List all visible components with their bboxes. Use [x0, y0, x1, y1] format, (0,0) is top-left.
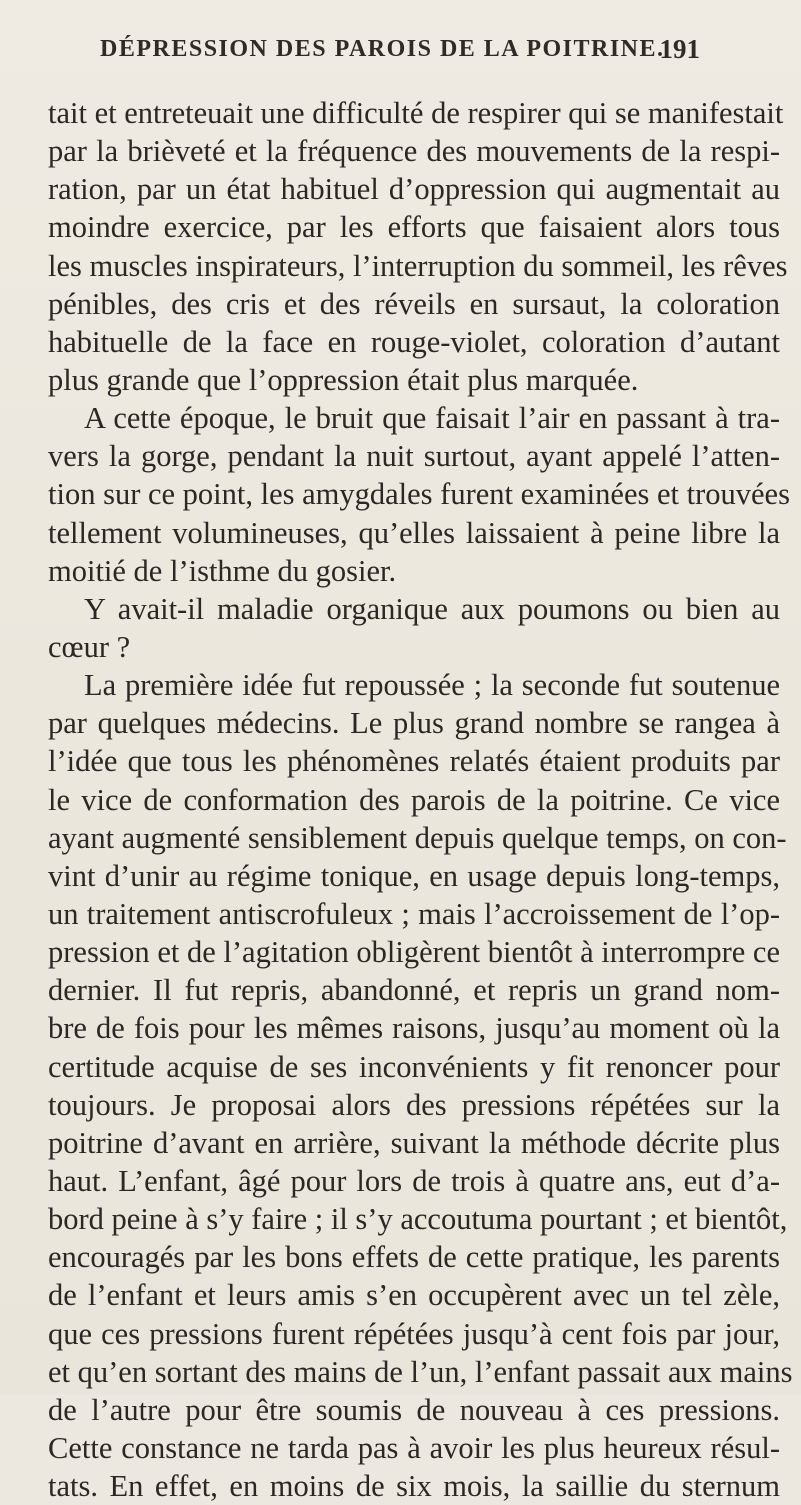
text-line: le vice de conformation des parois de la poitrine. Ce vice: [48, 782, 780, 817]
text-line: plus grande que l’oppression était plus marquée.: [48, 362, 639, 397]
text-line: pression et de l’agitation obligèrent bientôt à interrompre ce: [48, 935, 780, 970]
text-line: habituelle de la face en rouge-violet, coloration d’autant: [48, 324, 780, 359]
text-line: vint d’unir au régime tonique, en usage depuis long-temps,: [48, 858, 780, 893]
text-line: certitude acquise de ses inconvénients y fit renoncer pour: [48, 1049, 780, 1084]
text-line: poitrine d’avant en arrière, suivant la méthode décrite plus: [48, 1125, 780, 1160]
text-line: par la brièveté et la fréquence des mouvements de la respi-: [48, 134, 780, 169]
page-header: [100, 36, 700, 76]
text-line: par quelques médecins. Le plus grand nombre se rangea à: [48, 706, 780, 741]
text-line: de l’enfant et leurs amis s’en occupèrent avec un tel zèle,: [48, 1278, 780, 1313]
text-line: A cette époque, le bruit que faisait l’air en passant à tra-: [84, 401, 780, 436]
text-line: haut. L’enfant, âgé pour lors de trois à quatre ans, eut d’a-: [48, 1163, 780, 1198]
text-line: tait et entreteuait une difficulté de respirer qui se manifestait: [48, 96, 784, 130]
text-line: pénibles, des cris et des réveils en sursaut, la coloration: [48, 286, 780, 321]
text-line: ration, par un état habituel d’oppression qui augmentait au: [48, 172, 780, 207]
text-line: vers la gorge, pendant la nuit surtout, ayant appelé l’atten-: [48, 439, 780, 474]
text-line: un traitement antiscrofuleux ; mais l’accroissement de l’op-: [48, 896, 780, 931]
text-line: ayant augmenté sensiblement depuis quelque temps, on con-: [48, 820, 787, 855]
running-title: DÉPRESSION DES PAROIS DE LA POITRINE.: [100, 36, 665, 62]
text-line: tellement volumineuses, qu’elles laissaient à peine libre la: [48, 515, 780, 550]
text-line: cœur ?: [48, 629, 131, 664]
text-line: Cette constance ne tarda pas à avoir les plus heureux résul-: [48, 1430, 780, 1465]
text-line: encouragés par les bons effets de cette pratique, les parents: [48, 1240, 780, 1275]
text-line: Y avait-il maladie organique aux poumons ou bien au: [84, 591, 780, 626]
text-line: dernier. Il fut repris, abandonné, et repris un grand nom-: [48, 973, 780, 1008]
text-line: l’idée que tous les phénomènes relatés étaient produits par: [48, 744, 780, 779]
text-line: toujours. Je proposai alors des pressions répétées sur la: [48, 1087, 780, 1122]
text-line: moitié de l’isthme du gosier.: [48, 553, 397, 588]
text-line: bre de fois pour les mêmes raisons, jusqu’au moment où la: [48, 1011, 780, 1046]
text-line: de l’autre pour être soumis de nouveau à ces pressions.: [48, 1392, 780, 1427]
page-number: 191: [659, 34, 700, 64]
text-line: La première idée fut repoussée ; la seconde fut soutenue: [84, 668, 780, 703]
body-text: [48, 94, 793, 1505]
text-line: et qu’en sortant des mains de l’un, l’enfant passait aux mains: [48, 1354, 793, 1389]
text-line: tats. En effet, en moins de six mois, la saillie du sternum: [48, 1469, 780, 1504]
text-line: tion sur ce point, les amygdales furent examinées et trouvées: [48, 477, 790, 512]
text-line: bord peine à s’y faire ; il s’y accoutuma pourtant ; et bientôt,: [48, 1202, 788, 1237]
text-line: moindre exercice, par les efforts que faisaient alors tous: [48, 210, 780, 245]
text-line: que ces pressions furent répétées jusqu’à cent fois par jour,: [48, 1316, 780, 1351]
text-line: les muscles inspirateurs, l’interruption du sommeil, les rêves: [48, 248, 788, 283]
